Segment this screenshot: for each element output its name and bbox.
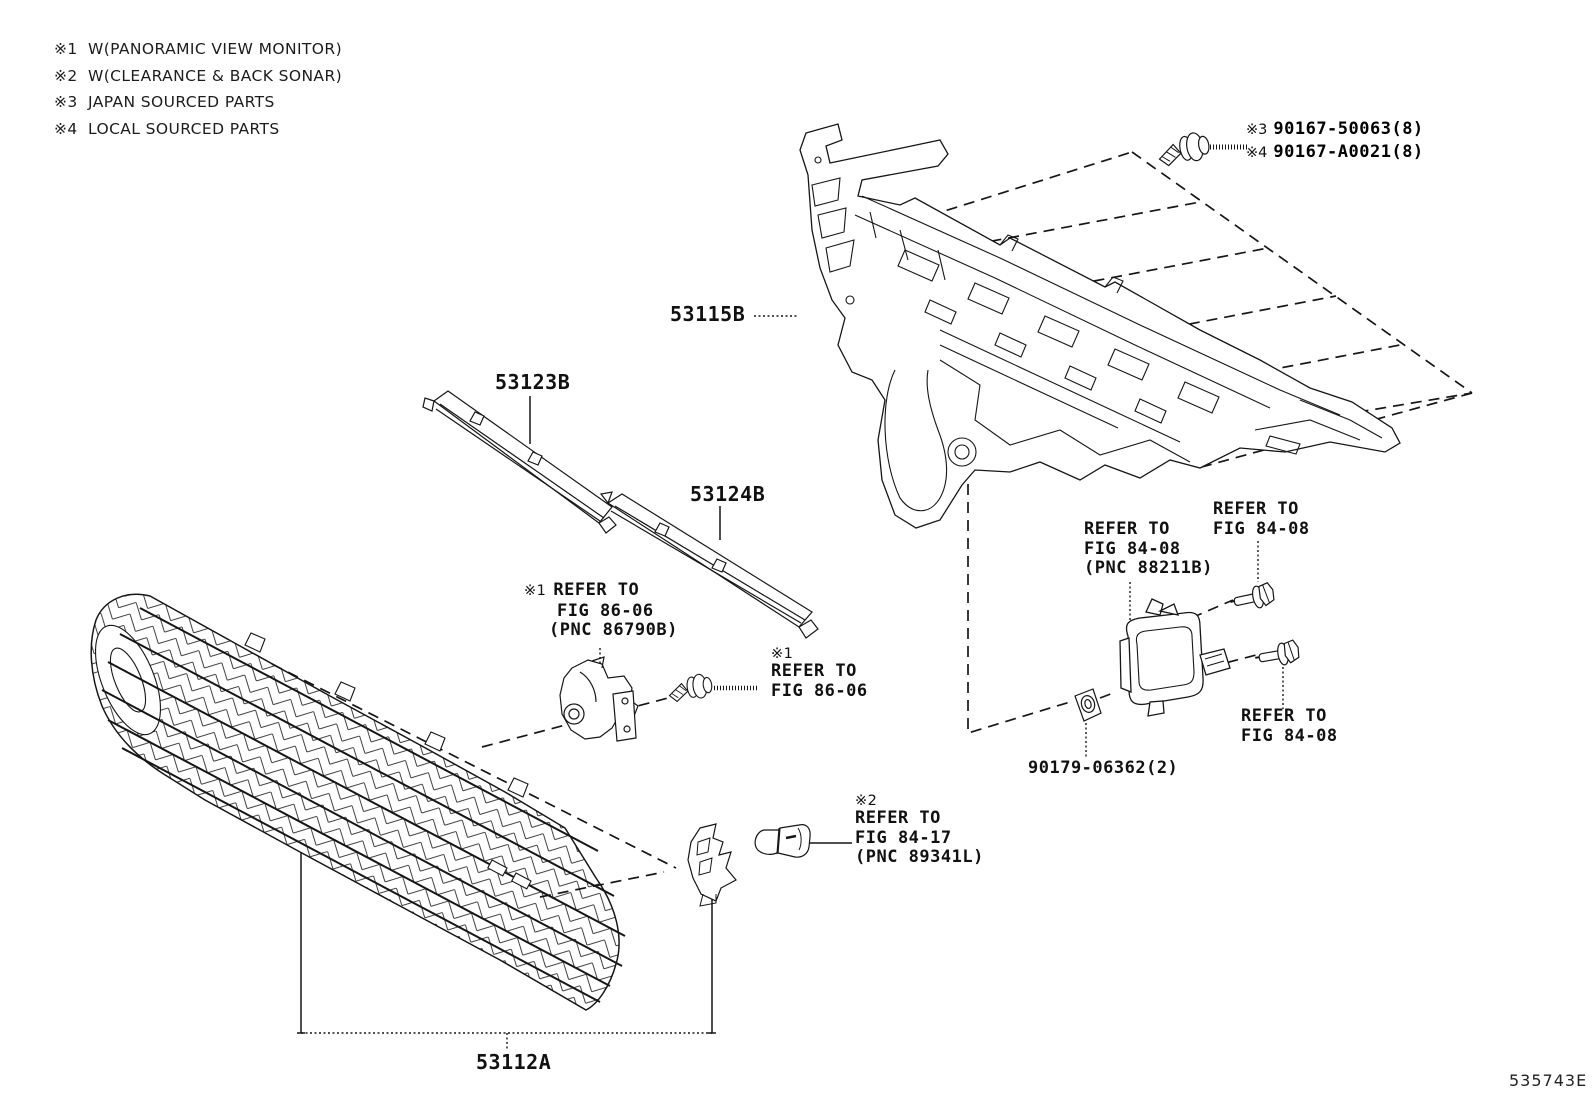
ref-line: FIG 84-17: [855, 827, 952, 848]
grille-drawing: [82, 594, 625, 1010]
camera-drawing: [560, 657, 638, 741]
ref-line: FIG 84-08: [1241, 725, 1338, 746]
ref-line: (PNC 88211B): [1084, 558, 1213, 578]
legend-text: W(CLEARANCE & BACK SONAR): [88, 66, 343, 85]
ref-line: REFER TO: [1213, 499, 1299, 519]
upper-bracket-drawing: [800, 124, 1400, 528]
sonar-bracket-drawing: [688, 824, 736, 906]
reference-mark: ※3: [54, 93, 78, 111]
ref-line: (PNC 86790B): [549, 620, 678, 640]
legend-item: [54, 93, 342, 120]
part-number-90179-06362: 90179-06362(2): [1028, 758, 1179, 778]
ref-line: FIG 86-06: [771, 680, 868, 701]
reference-mark: ※2: [54, 66, 78, 85]
legend-text: LOCAL SOURCED PARTS: [88, 119, 280, 138]
reference-mark: ※4: [54, 119, 78, 138]
part-number-53123B: 53123B: [495, 370, 571, 394]
part-number-90167-50063: 90167-50063(8): [1273, 119, 1424, 139]
ref-sonar: [855, 792, 984, 868]
ref-line: REFER TO: [1241, 706, 1327, 726]
legend-text: W(PANORAMIC VIEW MONITOR): [88, 40, 343, 58]
ref-bolt-top: [1213, 500, 1310, 539]
ref-radar-pnc: [1084, 520, 1213, 579]
grommet-icon: [1075, 689, 1101, 721]
reference-mark: ※1: [771, 646, 794, 662]
reference-mark: ※3: [1246, 122, 1268, 138]
sonar-sensor-drawing: [755, 825, 810, 858]
screw-top-icon: [1156, 131, 1211, 167]
part-number-53124B: 53124B: [690, 482, 766, 506]
ref-line: FIG 84-08: [1213, 518, 1310, 539]
ref-camera-pnc: [524, 581, 678, 641]
reference-mark: ※1: [524, 583, 547, 599]
ref-line: REFER TO: [553, 580, 640, 600]
part-number-53112A: 53112A: [476, 1050, 552, 1074]
reference-mark: ※4: [1246, 145, 1268, 161]
screw-camera-icon: [667, 673, 713, 703]
reference-mark: ※1: [54, 40, 78, 58]
diagram-code: 535743E: [1509, 1071, 1588, 1090]
part-number-90167-A0021: 90167-A0021(8): [1273, 142, 1424, 162]
ref-line: REFER TO: [855, 808, 941, 828]
reference-mark: ※2: [855, 793, 878, 809]
ref-line: (PNC 89341L): [855, 847, 984, 867]
ref-line: FIG 86-06: [557, 600, 654, 621]
ref-line: FIG 84-08: [1084, 538, 1181, 559]
bolt-side-icon: [1253, 639, 1300, 669]
bolt-top-icon: [1228, 582, 1276, 614]
legend-item: [54, 40, 342, 67]
legend-item: [54, 67, 342, 94]
legend-item: [54, 120, 342, 147]
legend-text: JAPAN SOURCED PARTS: [88, 93, 275, 111]
ref-camera-screw: [771, 645, 868, 701]
strip-upper-drawing: [423, 391, 616, 533]
ref-line: REFER TO: [1084, 519, 1170, 539]
part-number-53115B: 53115B: [670, 302, 746, 326]
legend-block: [54, 40, 342, 146]
radar-sensor-drawing: [1120, 599, 1230, 716]
ref-line: REFER TO: [771, 661, 857, 681]
ref-bolt-side: [1241, 707, 1338, 746]
screw-part-callout: [1246, 119, 1424, 165]
grille-outline: [91, 594, 619, 1010]
